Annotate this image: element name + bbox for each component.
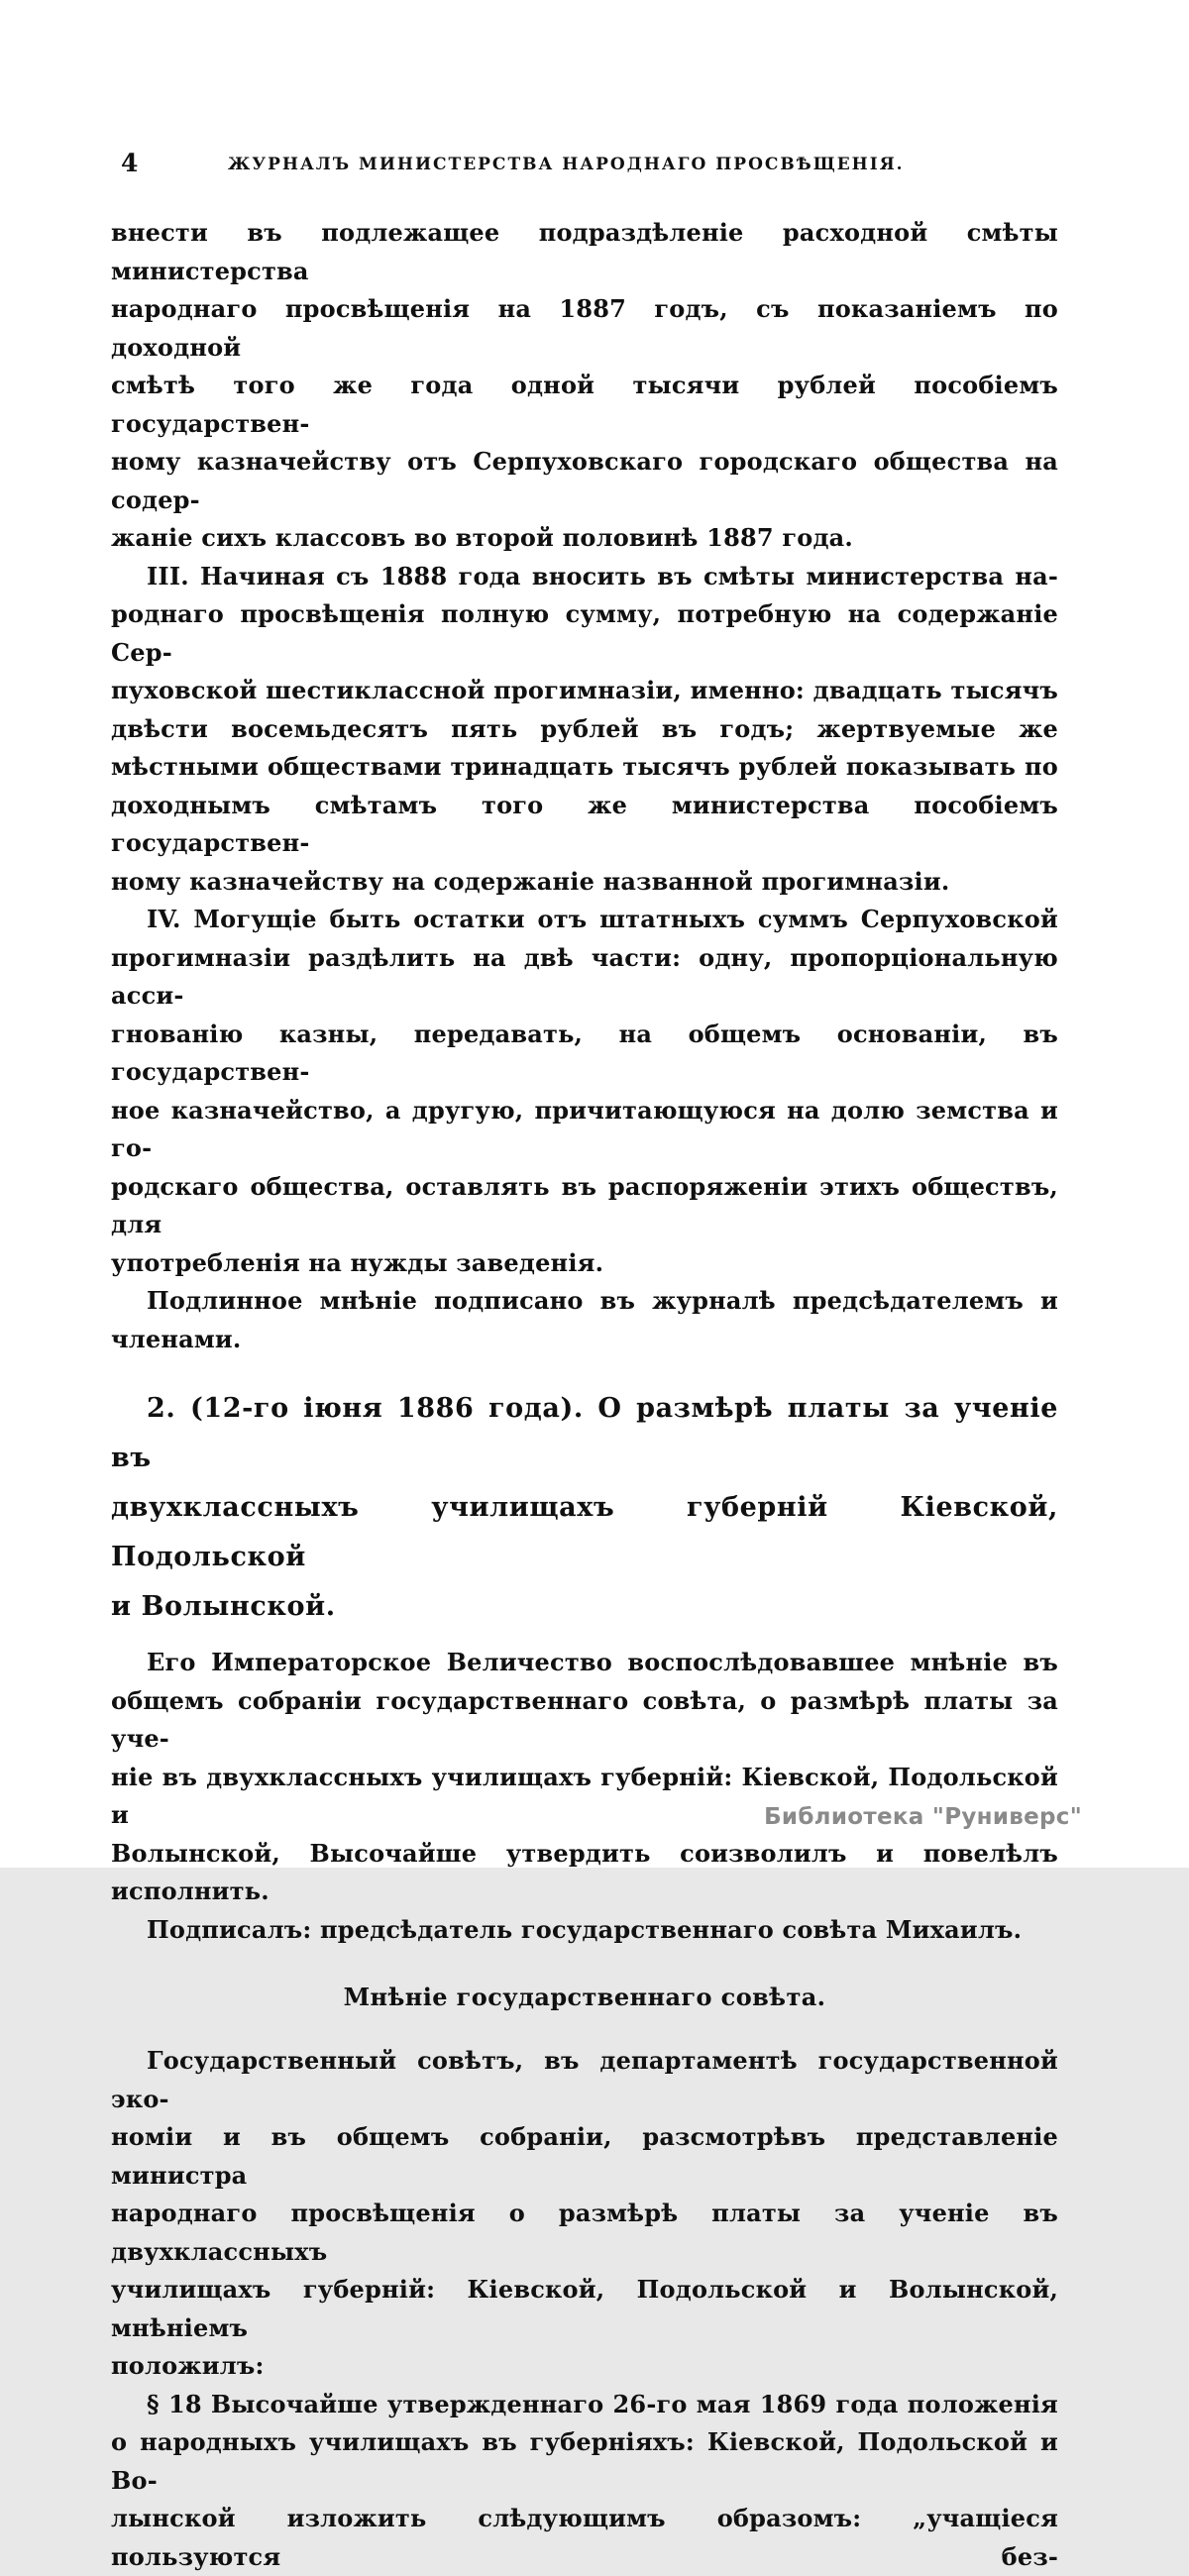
paragraph-council <box>111 2042 1058 2386</box>
running-title: ЖУРНАЛЪ МИНИСТЕРСТВА НАРОДНАГО ПРОСВѢЩЕНІЯ. <box>228 155 905 174</box>
library-watermark: Библиотека "Руниверс" <box>764 1804 1082 1830</box>
text-line: народнаго просвѣщенія о размѣрѣ платы за ученіе въ двухклассныхъ <box>111 2195 1058 2271</box>
text-line: мѣстными обществами тринадцать тысячъ рублей показывать по <box>111 748 1058 787</box>
paragraph-continuation <box>111 214 1058 558</box>
text-line: лынской изложить слѣдующимъ образомъ: „учащіеся пользуются без- <box>111 2500 1058 2576</box>
text-line: двѣсти восемьдесятъ пять рублей въ годъ; жертвуемые же <box>111 710 1058 749</box>
text-line: Подлинное мнѣніе подписано въ журналѣ предсѣдателемъ и членами. <box>111 1282 1058 1358</box>
text-line: и Волынской. <box>111 1582 1058 1632</box>
text-line: употребленія на нужды заведенія. <box>111 1244 1058 1283</box>
text-line: ное казначейство, а другую, причитающуюся на долю земства и го- <box>111 1092 1058 1168</box>
paragraph-imperial <box>111 1644 1058 1911</box>
text-line: прогимназіи раздѣлить на двѣ части: одну, пропорціональную асси- <box>111 939 1058 1016</box>
text-line: о народныхъ училищахъ въ губерніяхъ: Кіевской, Подольской и Во- <box>111 2423 1058 2500</box>
text-line: гнованію казны, передавать, на общемъ основаніи, въ государствен- <box>111 1016 1058 1092</box>
text-line: ніе въ двухклассныхъ училищахъ губерній: Кіевской, Подольской и <box>111 1759 1058 1835</box>
text-line: 2. (12-го іюня 1886 года). О размѣрѣ платы за ученіе въ <box>111 1384 1058 1483</box>
text-line: смѣтѣ того же года одной тысячи рублей пособіемъ государствен- <box>111 367 1058 443</box>
text-line: номіи и въ общемъ собраніи, разсмотрѣвъ представленіе министра <box>111 2118 1058 2195</box>
page-header <box>111 149 1078 182</box>
text-line: народнаго просвѣщенія на 1887 годъ, съ показаніемъ по доходной <box>111 290 1058 367</box>
text-line: § 18 Высочайше утвержденнаго 26-го мая 1869 года положенія <box>111 2386 1058 2424</box>
page-number: 4 <box>121 149 138 177</box>
text-line: III. Начиная съ 1888 года вносить въ смѣты министерства на- <box>111 558 1058 596</box>
section-2-heading <box>111 1384 1058 1632</box>
text-line: ному казначейству отъ Серпуховскаго городскаго общества на содер- <box>111 443 1058 519</box>
text-line: доходнымъ смѣтамъ того же министерства пособіемъ государствен- <box>111 787 1058 863</box>
paragraph-par-18 <box>111 2386 1058 2576</box>
text-line: Волынской, Высочайше утвердить соизволилъ и повелѣлъ исполнить. <box>111 1835 1058 1911</box>
text-line: Его Императорское Величество воспослѣдовавшее мнѣніе въ <box>111 1644 1058 1682</box>
text-line: общемъ собраніи государственнаго совѣта, о размѣрѣ платы за уче- <box>111 1682 1058 1759</box>
text-line: положилъ: <box>111 2347 1058 2386</box>
text-line: Подписалъ: предсѣдатель государственнаго совѣта Михаилъ. <box>111 1911 1058 1950</box>
paragraph-signed-note <box>111 1282 1058 1358</box>
paragraph-item-3 <box>111 558 1058 902</box>
text-line: Государственный совѣтъ, въ департаментѣ государственной эко- <box>111 2042 1058 2118</box>
text-line: училищахъ губерній: Кіевской, Подольской и Волынской, мнѣніемъ <box>111 2271 1058 2347</box>
paragraph-item-4 <box>111 901 1058 1282</box>
text-line: IV. Могущіе быть остатки отъ штатныхъ суммъ Серпуховской <box>111 901 1058 939</box>
opinion-heading: Мнѣніе государственнаго совѣта. <box>111 1979 1058 2016</box>
text-line: пуховской шестиклассной прогимназіи, именно: двадцать тысячъ <box>111 672 1058 710</box>
text-line: роднаго просвѣщенія полную сумму, потребную на содержаніе Сер- <box>111 595 1058 672</box>
page-body <box>111 214 1058 2576</box>
text-line: родскаго общества, оставлять въ распоряженіи этихъ обществъ, для <box>111 1168 1058 1244</box>
text-line: жаніе сихъ классовъ во второй половинѣ 1887 года. <box>111 519 1058 558</box>
paragraph-podpisal <box>111 1911 1058 1950</box>
text-line: ному казначейству на содержаніе названной прогимназіи. <box>111 863 1058 902</box>
text-line: двухклассныхъ училищахъ губерній Кіевской, Подольской <box>111 1483 1058 1582</box>
text-line: внести въ подлежащее подраздѣленіе расходной смѣты министерства <box>111 214 1058 290</box>
